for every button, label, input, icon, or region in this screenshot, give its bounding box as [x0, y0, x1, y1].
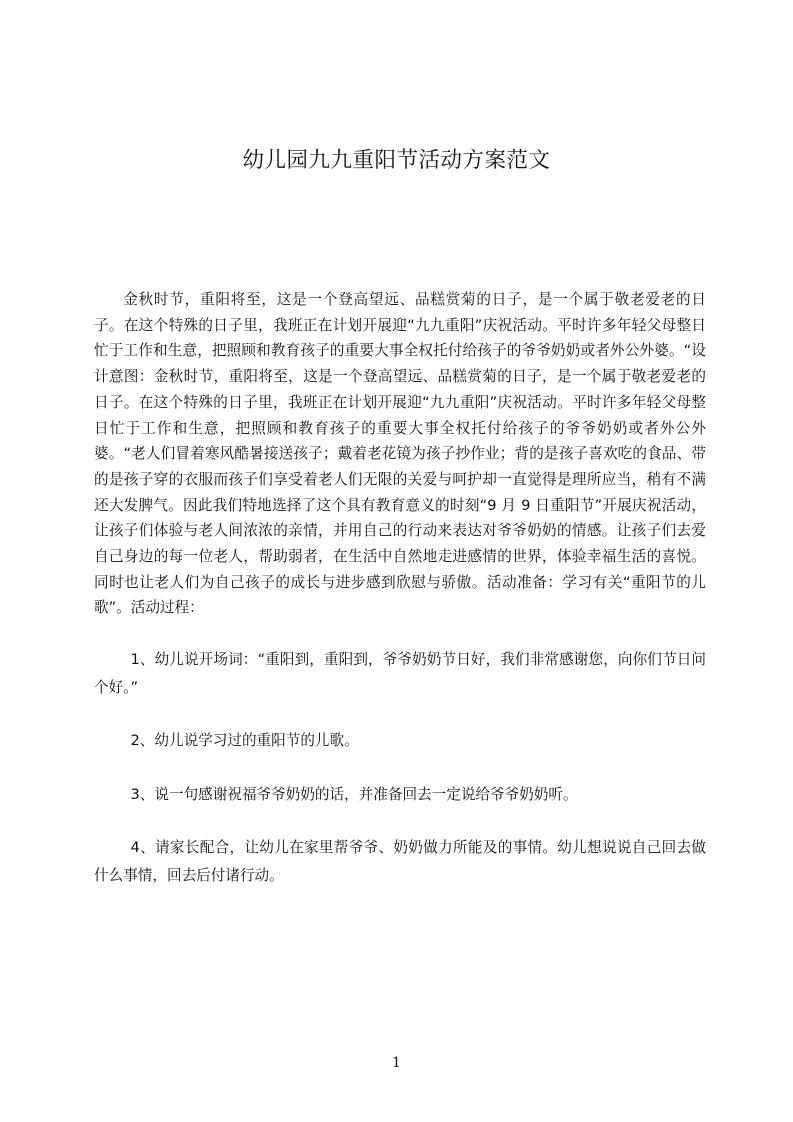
step-4-paragraph: 4、请家长配合，让幼儿在家里帮爷爷、奶奶做力所能及的事情。幼儿想说说自己回去做什么事情，回去后付诸行动。	[94, 839, 706, 884]
page-number: 1	[392, 1055, 401, 1071]
document-body	[94, 287, 706, 889]
document-title: 幼儿园九九重阳节活动方案范文	[242, 148, 551, 173]
step-1-paragraph: 1、幼儿说开场词：“重阳到，重阳到，爷爷奶奶节日好，我们非常感谢您，向你们节日问个好。”	[94, 651, 706, 696]
intro-paragraph: 金秋时节，重阳将至，这是一个登高望远、品糕赏菊的日子，是一个属于敬老爱老的日子。在这个特殊的日子里，我班正在计划开展迎“九九重阳”庆祝活动。平时许多年轻父母整日忙于工作和生意，把照顾和教育孩子的重要大事全权托付给孩子的爷爷奶奶或者外公外婆。“设计意图：金秋时节，重阳将至，这是一个登高望远、品糕赏菊的日子，是一个属于敬老爱老的日子。在这个特殊的日子里，我班正在计划开展迎“九九重阳”庆祝活动。平时许多年轻父母整日忙于工作和生意，把照顾和教育孩子的重要大事全权托付给孩子的爷爷奶奶或者外公外婆。“老人们冒着寒风酷暑接送孩子；戴着老花镜为孩子抄作业；背的是孩子喜欢吃的食品、带的是孩子穿的衣服而孩子们享受着老人们无限的关爱与呵护却一直觉得是理所应当，稍有不满还大发脾气。因此我们特地选择了这个具有教育意义的时刻“9 月 9 日重阳节”开展庆祝活动，让孩子们体验与老人间浓浓的亲情，并用自己的行动来表达对爷爷奶奶的情感。让孩子们去爱自己身边的每一位老人，帮助弱者，在生活中自然地走进感情的世界，体验幸福生活的喜悦。同时也让老人们为自己孩子的成长与进步感到欣慰与骄傲。活动准备：学习有关“重阳节的儿歌”。活动过程：	[94, 291, 706, 617]
step-2-paragraph: 2、幼儿说学习过的重阳节的儿歌。	[130, 732, 359, 750]
step-3-paragraph: 3、说一句感谢祝福爷爷奶奶的话，并准备回去一定说给爷爷奶奶听。	[130, 785, 578, 803]
